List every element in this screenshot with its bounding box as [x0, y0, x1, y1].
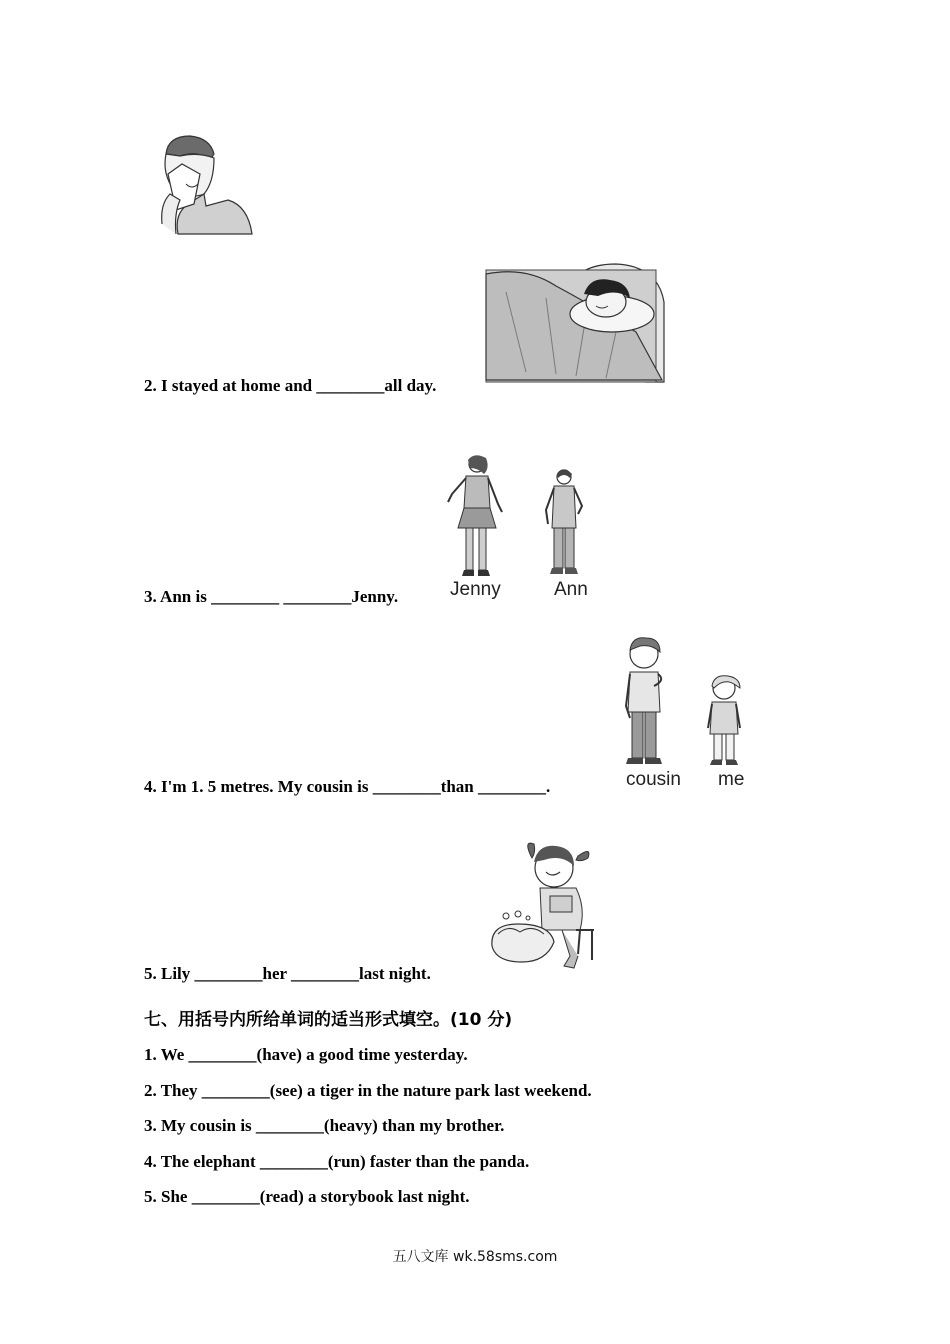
caption-cousin: cousin — [626, 769, 681, 790]
picture-question-4: 4. I'm 1. 5 metres. My cousin is ________than ________. — [144, 777, 551, 796]
caption-jenny: Jenny — [450, 579, 501, 600]
fill-in-item-3: 3. My cousin is ________(heavy) than my brother. — [144, 1116, 505, 1135]
jenny-figure — [444, 454, 504, 578]
sleeping-in-bed-illustration — [486, 262, 666, 384]
page-footer: 五八文库 wk.58sms.com — [392, 1249, 558, 1265]
lily-washing-clothes-illustration — [488, 838, 604, 972]
man-blowing-nose-illustration — [158, 134, 254, 238]
fill-in-item-4: 4. The elephant ________(run) faster than the panda. — [144, 1152, 530, 1171]
picture-question-5: 5. Lily ________her ________last night. — [144, 964, 431, 983]
section-7-title: 七、用括号内所给单词的适当形式填空。(10 分) — [144, 1010, 513, 1030]
fill-in-item-1: 1. We ________(have) a good time yesterday. — [144, 1045, 468, 1064]
ann-figure — [544, 468, 586, 576]
me-figure — [706, 674, 744, 766]
fill-in-item-5: 5. She ________(read) a storybook last night. — [144, 1187, 470, 1206]
caption-ann: Ann — [554, 579, 588, 600]
picture-question-2: 2. I stayed at home and ________all day. — [144, 376, 437, 395]
fill-in-item-2: 2. They ________(see) a tiger in the nature park last weekend. — [144, 1081, 592, 1100]
caption-me: me — [718, 769, 745, 790]
picture-question-3: 3. Ann is ________ ________Jenny. — [144, 587, 399, 606]
cousin-figure — [622, 636, 670, 766]
